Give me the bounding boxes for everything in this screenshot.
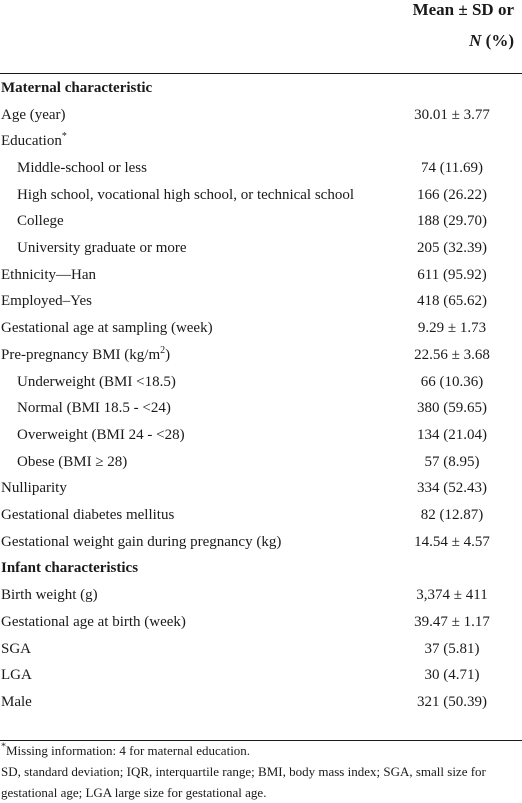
row-label: Underweight (BMI <18.5)	[17, 373, 176, 390]
table-row	[0, 449, 522, 476]
section-row	[0, 75, 522, 102]
row-label: Employed–Yes	[1, 293, 92, 310]
row-value: 134 (21.04)	[417, 426, 487, 443]
row-value: 418 (65.62)	[417, 293, 487, 310]
row-value: 9.29 ± 1.73	[417, 320, 487, 337]
row-label: High school, vocational high school, or technical school	[17, 186, 355, 203]
row-label: Obese (BMI ≥ 28)	[17, 453, 128, 470]
table-row	[0, 262, 522, 289]
row-value: 74 (11.69)	[421, 159, 483, 176]
table-row	[0, 128, 522, 155]
row-label: Male	[1, 693, 32, 710]
row-label: Normal (BMI 18.5 - <24)	[17, 400, 171, 417]
row-label: Middle-school or less	[17, 159, 147, 176]
table-row	[0, 102, 522, 129]
table-row	[0, 476, 522, 503]
row-value: 22.56 ± 3.68	[414, 346, 490, 363]
column-title-line2	[469, 31, 514, 51]
table-row	[0, 609, 522, 636]
row-label: Gestational age at sampling (week)	[1, 320, 213, 337]
table-row	[0, 636, 522, 663]
row-value: 611 (95.92)	[417, 266, 487, 283]
table-header	[0, 0, 522, 74]
row-value: 205 (32.39)	[417, 240, 487, 257]
section-row	[0, 556, 522, 583]
table-row	[0, 235, 522, 262]
row-label: Gestational age at birth (week)	[1, 613, 186, 630]
section-title: Maternal characteristic	[1, 79, 153, 96]
table-row	[0, 502, 522, 529]
row-value: 30.01 ± 3.77	[414, 106, 490, 123]
table-row	[0, 209, 522, 236]
row-value: 166 (26.22)	[417, 186, 487, 203]
row-value: 82 (12.87)	[420, 507, 484, 524]
row-label: Age (year)	[1, 106, 66, 123]
row-value: 39.47 ± 1.17	[414, 613, 490, 630]
footnote-missing	[1, 740, 519, 761]
row-value: 321 (50.39)	[417, 693, 487, 710]
row-label: University graduate or more	[17, 240, 187, 257]
table-row	[0, 529, 522, 556]
row-value: 380 (59.65)	[417, 400, 487, 417]
table-row	[0, 395, 522, 422]
row-value: 57 (8.95)	[424, 453, 480, 470]
row-value: 37 (5.81)	[424, 640, 480, 657]
row-label: Nulliparity	[1, 480, 67, 497]
table-row	[0, 342, 522, 369]
table-row	[0, 155, 522, 182]
column-title-n: N	[469, 31, 482, 50]
row-value: 334 (52.43)	[417, 480, 487, 497]
section-title: Infant characteristics	[1, 560, 139, 577]
row-label: LGA	[1, 667, 32, 684]
row-value: 188 (29.70)	[417, 213, 487, 230]
table-row	[0, 289, 522, 316]
row-value: 30 (4.71)	[424, 667, 480, 684]
footnote-abbreviations: SD, standard deviation; IQR, interquartile range; BMI, body mass index; SGA, small size for gestational age; LGA large size for gestational age.	[1, 764, 486, 800]
row-label: Pre-pregnancy BMI $(kg/m^2)$	[1, 344, 171, 363]
table-row	[0, 315, 522, 342]
row-label: Gestational weight gain during pregnancy (kg)	[1, 533, 282, 550]
table-row	[0, 369, 522, 396]
table-row	[0, 182, 522, 209]
footnote-missing-text: *Missing information: 4 for maternal education.	[1, 741, 251, 758]
table-row	[0, 689, 522, 716]
row-label: College	[17, 213, 64, 230]
column-title-line1: Mean ± SD or	[412, 0, 514, 19]
row-value: 66 (10.36)	[420, 373, 484, 390]
row-value: 14.54 ± 4.57	[414, 533, 490, 550]
table-row	[0, 422, 522, 449]
header-rule	[0, 73, 522, 74]
row-value: 3,374 ± 411	[416, 587, 488, 604]
row-label: Overweight (BMI 24 - <28)	[17, 426, 185, 443]
row-label: SGA	[1, 640, 32, 657]
row-label: Education*	[1, 131, 67, 150]
row-label: Gestational diabetes mellitus	[1, 507, 175, 524]
table-row	[0, 662, 522, 689]
row-label: Ethnicity—Han	[1, 266, 96, 283]
table-row	[0, 582, 522, 609]
column-title-percent: (%)	[481, 31, 514, 50]
row-label: Birth weight (g)	[1, 587, 98, 604]
